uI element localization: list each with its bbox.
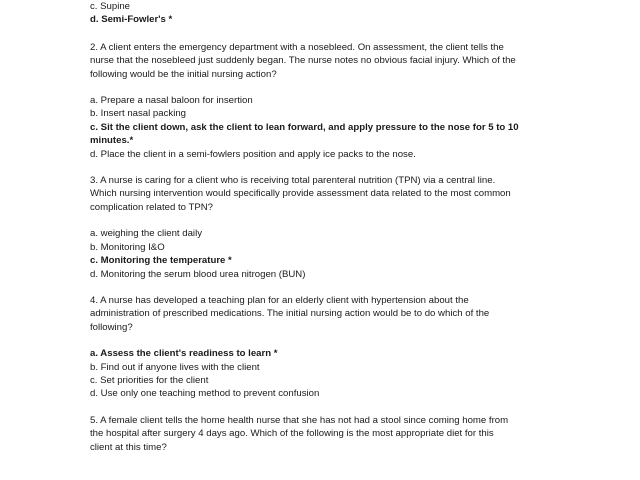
q4-stem-line: administration of prescribed medications. The initial nursing action would be to do which of the — [90, 308, 490, 320]
q3-stem-line: 3. A nurse is caring for a client who is receiving total parenteral nutrition (TPN) via a central line. — [90, 175, 496, 187]
q2-option-a: a. Prepare a nasal baloon for insertion — [90, 95, 253, 107]
q3-stem-line: Which nursing intervention would specifically provide assessment data related to the most common — [90, 188, 511, 200]
q4-stem-line: following? — [90, 321, 133, 333]
q3-option-d: d. Monitoring the serum blood urea nitrogen (BUN) — [90, 268, 306, 280]
question-3 — [90, 174, 580, 281]
question-4 — [90, 294, 580, 401]
q2-option-b: b. Insert nasal packing — [90, 108, 186, 120]
document-page — [90, 0, 580, 454]
q1-option-c: c. Supine — [90, 1, 131, 12]
q3-option-c-answer: c. Monitoring the temperature * — [90, 255, 232, 267]
q5-stem-line: client at this time? — [90, 441, 167, 453]
q5-stem-line: 5. A female client tells the home health nurse that she has not had a stool since coming home from — [90, 414, 509, 426]
q4-option-a-answer: a. Assess the client's readiness to learn * — [90, 348, 278, 360]
q4-option-c: c. Set priorities for the client — [90, 374, 209, 386]
q2-stem-line: nurse that the nosebleed just suddenly began. The nurse notes no obvious facial injury. Which of the — [90, 55, 516, 67]
q2-option-c-answer-continued: minutes.* — [90, 135, 134, 147]
q4-option-b: b. Find out if anyone lives with the client — [90, 361, 260, 373]
q2-stem-line: following would be the initial nursing action? — [90, 68, 277, 80]
q4-stem-line: 4. A nurse has developed a teaching plan for an elderly client with hypertension about the — [90, 294, 469, 306]
q5-stem-line: the hospital after surgery 4 days ago. Which of the following is the most appropriate diet for this — [90, 428, 494, 440]
q4-option-d: d. Use only one teaching method to prevent confusion — [90, 388, 320, 400]
q3-option-a: a. weighing the client daily — [90, 228, 202, 240]
q1-option-d-answer: d. Semi-Fowler's * — [90, 14, 173, 26]
q2-option-c-answer: c. Sit the client down, ask the client to lean forward, and apply pressure to the nose for 5 to 10 — [90, 121, 519, 133]
q3-stem-line: complication related to TPN? — [90, 201, 214, 213]
q3-option-b: b. Monitoring I&O — [90, 241, 165, 253]
question-2 — [90, 41, 580, 161]
q2-stem-line: 2. A client enters the emergency department with a nosebleed. On assessment, the client tells the — [90, 41, 504, 53]
question-5 — [90, 414, 580, 454]
q2-option-d: d. Place the client in a semi-fowlers position and apply ice packs to the nose. — [90, 148, 416, 160]
